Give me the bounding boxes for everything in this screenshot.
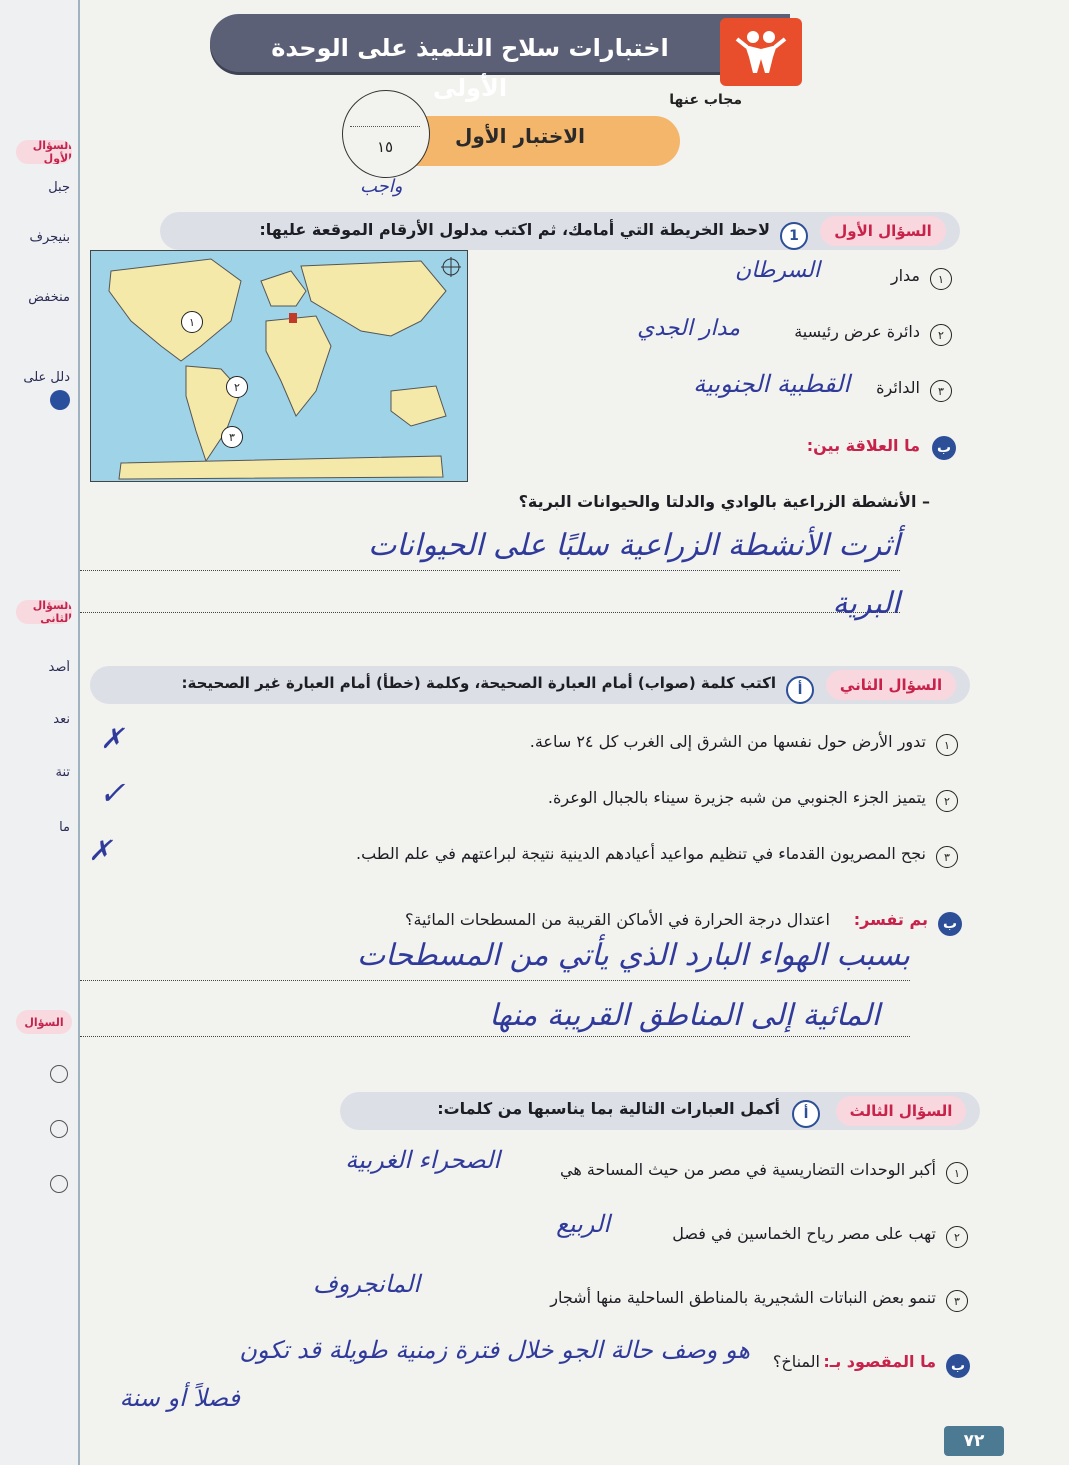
- q1-item-2-num: ٢: [930, 324, 952, 346]
- left-fragment-3: منخفض: [28, 290, 70, 305]
- q2-b-question: اعتدال درجة الحرارة في الأماكن القريبة من المسطحات المائية؟: [404, 910, 830, 929]
- q2-answer-line-2: [80, 1036, 910, 1037]
- q3-item-1-text: أكبر الوحدات التضاريسية في مصر من حيث المساحة هي: [560, 1160, 936, 1179]
- q2-tag: السؤال الثاني: [826, 670, 956, 700]
- q1-b-question: – الأنشطة الزراعية بالوادي والدلتا والحيوانات البرية؟: [518, 492, 930, 511]
- q3-item-2-answer: الربيع: [556, 1210, 610, 1238]
- q1-a-badge: 1: [780, 222, 808, 250]
- q2-b-answer-2: المائية إلى المناطق القريبة منها: [489, 998, 880, 1033]
- handwritten-note: واجب: [360, 176, 403, 197]
- left-fragment-2: بنيجرف: [29, 230, 70, 245]
- q2-item-3-num: ٣: [936, 846, 958, 868]
- q2-item-1-text: تدور الأرض حول نفسها من الشرق إلى الغرب كل ٢٤ ساعة.: [529, 732, 926, 751]
- test-name: الاختبار الأول: [454, 124, 585, 148]
- q1-b-answer-1: أثرت الأنشطة الزراعية سلبًا على الحيوانات: [368, 528, 900, 563]
- q2-item-3-answer: ✗: [88, 834, 112, 867]
- q1-item-1-num: ١: [930, 268, 952, 290]
- q1-tag: السؤال الأول: [820, 216, 946, 246]
- q2-item-1-answer: ✗: [100, 722, 124, 755]
- map-label-1: ١: [181, 311, 203, 333]
- q1-b-answer-2: البرية: [832, 586, 900, 621]
- q3-b-question: المناخ؟: [772, 1352, 820, 1371]
- q3-item-1-answer: الصحراء الغربية: [345, 1146, 500, 1174]
- left-tag-q2: السؤال الثاني: [16, 600, 72, 624]
- q3-a-badge: أ: [792, 1100, 820, 1128]
- score-value: ١٥: [376, 138, 394, 156]
- q2-answer-line-1: [80, 980, 910, 981]
- kids-logo-icon: [720, 18, 802, 86]
- left-badge: [50, 390, 70, 410]
- q3-item-1-num: ١: [946, 1162, 968, 1184]
- q3-a-instruction: أكمل العبارات التالية بما يناسبها من كلمات:: [437, 1099, 780, 1118]
- q3-item-3-answer: المانجروف: [312, 1270, 420, 1298]
- q1-item-1-answer: السرطان: [735, 258, 820, 283]
- q3-b-answer-1: هو وصف حالة الجو خلال فترة زمنية طويلة قد تكون: [239, 1336, 750, 1364]
- q3-item-3-text: تنمو بعض النباتات الشجيرية بالمناطق الساحلية منها أشجار: [550, 1288, 936, 1307]
- left-fragment-4: دلل على: [23, 370, 70, 385]
- q3-b-answer-2: فصلاً أو سنة: [119, 1384, 240, 1412]
- q2-item-3-text: نجح المصريون القدماء في تنظيم مواعيد أعيادهم الدينية نتيجة لبراعتهم في علم الطب.: [355, 844, 926, 863]
- left-fragment-1: جبل: [48, 180, 70, 195]
- q2-a-badge: أ: [786, 676, 814, 704]
- left-num-1: [50, 1065, 68, 1083]
- left-fragment-8: ما: [59, 820, 70, 835]
- q2-item-2-answer: ✓: [98, 774, 126, 812]
- score-divider: [350, 126, 420, 127]
- q2-item-1-num: ١: [936, 734, 958, 756]
- q1-b-badge: ب: [932, 436, 956, 460]
- world-map: [90, 250, 468, 482]
- left-fragment-7: تنة: [55, 765, 70, 780]
- world-map-drawing: [91, 251, 467, 481]
- left-tag-q3: السؤال: [16, 1010, 72, 1034]
- q3-item-2-num: ٢: [946, 1226, 968, 1248]
- map-label-3: ٣: [221, 426, 243, 448]
- worksheet-page: [80, 0, 1069, 1465]
- q3-item-3-num: ٣: [946, 1290, 968, 1312]
- facing-page: [0, 0, 81, 1465]
- q2-b-badge: ب: [938, 912, 962, 936]
- q1-item-1-text: مدار: [890, 266, 920, 285]
- q1-item-3-num: ٣: [930, 380, 952, 402]
- q1-item-2-text: دائرة عرض رئيسية: [794, 322, 920, 341]
- q2-item-2-num: ٢: [936, 790, 958, 812]
- q1-answer-line-1: [80, 570, 900, 571]
- left-num-2: [50, 1120, 68, 1138]
- q1-b-instruction: ما العلاقة بين:: [806, 436, 920, 455]
- q2-b-answer-1: بسبب الهواء البارد الذي يأتي من المسطحات: [357, 938, 910, 973]
- q3-b-badge: ب: [946, 1354, 970, 1378]
- left-fragment-5: أصد: [48, 660, 70, 675]
- q3-item-2-text: تهب على مصر رياح الخماسين في فصل: [672, 1224, 936, 1243]
- q1-item-3-answer: القطبية الجنوبية: [693, 370, 850, 398]
- left-fragment-6: نعد: [53, 712, 70, 727]
- q2-b-prefix: بم تفسر:: [853, 910, 928, 929]
- map-label-2: ٢: [226, 376, 248, 398]
- q1-item-3-text: الدائرة: [876, 378, 920, 397]
- q3-tag: السؤال الثالث: [836, 1096, 966, 1126]
- answered-label: مجاب عنها: [669, 92, 742, 108]
- page-number: ٧٢: [944, 1426, 1004, 1456]
- q1-a-instruction: لاحظ الخريطة التي أمامك، ثم اكتب مدلول الأرقام الموقعة عليها:: [259, 220, 770, 239]
- score-circle: [342, 90, 430, 178]
- q2-item-2-text: يتميز الجزء الجنوبي من شبه جزيرة سيناء بالجبال الوعرة.: [547, 788, 926, 807]
- left-tag-q1: السؤال الأول: [16, 140, 72, 164]
- left-num-3: [50, 1175, 68, 1193]
- q2-a-instruction: اكتب كلمة (صواب) أمام العبارة الصحيحة، وكلمة (خطأ) أمام العبارة غير الصحيحة:: [181, 674, 776, 692]
- q1-item-2-answer: مدار الجدي: [637, 316, 740, 341]
- q3-b-prefix: ما المقصود بـ:: [823, 1352, 936, 1371]
- page-title: اختبارات سلاح التلميذ على الوحدة الأولى: [271, 34, 669, 102]
